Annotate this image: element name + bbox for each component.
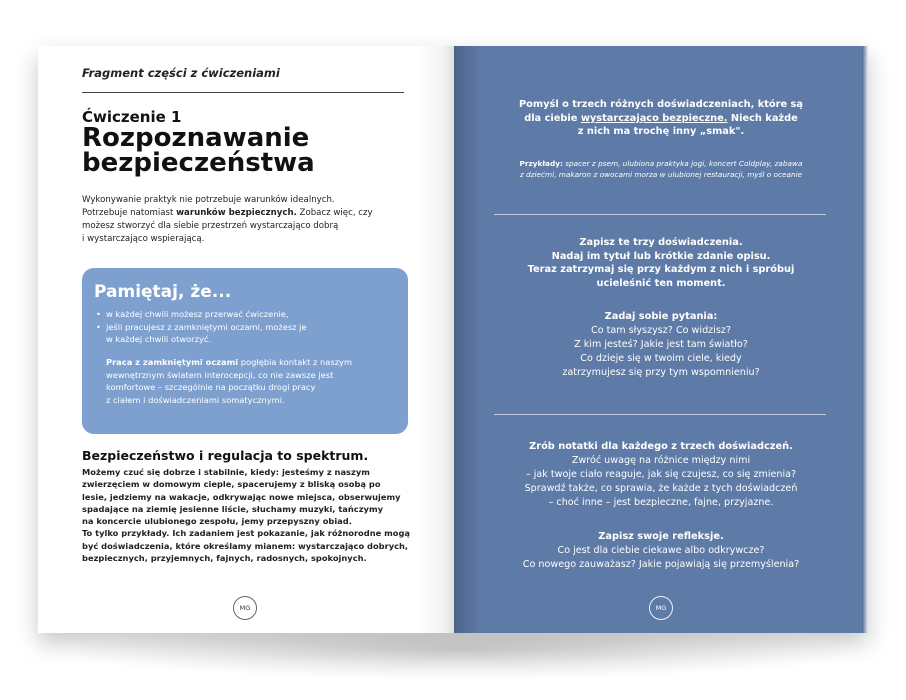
- reflect-title: Zapisz swoje refleksje.: [598, 531, 724, 542]
- intro-paragraph: [82, 194, 412, 246]
- spectrum-line: spadające na ziemię jesienne liście, słuchamy muzyki, tańczymy: [82, 503, 384, 514]
- reminder-list: [96, 308, 396, 346]
- reminder-text: komfortowe – szczególnie na początku drogi pracy: [106, 382, 316, 392]
- intro-line: [82, 207, 412, 220]
- spectrum-line: lesie, jedziemy na wakacje, odkrywając nowe miejsca, obserwujemy: [82, 491, 401, 502]
- notes-list: [476, 454, 846, 510]
- reminder-item: • w każdej chwili możesz przerwać ćwiczenie,: [96, 308, 396, 321]
- spectrum-line: Możemy czuć się dobrze i stabilnie, kiedy: jesteśmy z naszym: [82, 467, 370, 477]
- spectrum-line: na koncercie ulubionego zespołu, jemy przepyszny obiad.: [82, 516, 352, 527]
- section-header: Fragment części z ćwiczeniami: [82, 66, 280, 80]
- reflect-line: Co nowego zauważasz? Jakie pojawiają się przemyślenia?: [522, 559, 800, 570]
- reminder-text: z ciałem i doświadczeniami somatycznymi.: [106, 394, 285, 405]
- spectrum-body: [82, 466, 422, 564]
- spectrum-line: być doświadczenia, które określamy mianem: wystarczająco dobrych,: [82, 540, 409, 551]
- prompt-text: Niech każde: [727, 112, 798, 124]
- gutter-shadow-left: [418, 46, 454, 633]
- right-page: [454, 46, 868, 633]
- examples-block: [468, 158, 854, 180]
- spectrum-line: To tylko przykłady. Ich zadaniem jest pokazanie, jak różnorodne mogą: [82, 528, 410, 539]
- prompt-line: [476, 112, 846, 126]
- reflect-list: [476, 544, 846, 572]
- prompt-line: Nadaj im tytuł lub krótkie zdanie opisu.: [551, 250, 771, 262]
- prompt-underlined: wystarczająco bezpieczne.: [580, 112, 728, 124]
- exercise-number: Ćwiczenie 1: [82, 108, 182, 126]
- divider: [494, 414, 826, 415]
- questions-list: [476, 324, 846, 380]
- reminder-text: pogłębia kontakt z naszym: [238, 357, 353, 367]
- notes-line: Zwróć uwagę na różnice między nimi: [571, 455, 751, 466]
- intro-line: Wykonywanie praktyk nie potrzebuje warunków idealnych.: [82, 195, 335, 205]
- exercise-title: [82, 123, 412, 178]
- prompt-block-1: [476, 98, 846, 139]
- notes-title: Zrób notatki dla każdego z trzech doświadczeń.: [529, 441, 793, 452]
- spectrum-line: zwierzęciem w domowym cieple, spacerujemy z bliską osobą po: [82, 479, 381, 490]
- prompt-line: ucieleśnić ten moment.: [596, 277, 726, 289]
- page-logo-mark: MG: [649, 596, 673, 620]
- question-line: Co dzieje się w twoim ciele, kiedy: [580, 353, 742, 364]
- intro-emphasis: warunków bezpiecznych.: [176, 208, 297, 218]
- page-edge: [862, 46, 868, 633]
- prompt-block-2: [476, 236, 846, 290]
- intro-line: możesz stworzyć dla siebie przestrzeń wystarczająco dobrą: [82, 221, 339, 231]
- reminder-title: Pamiętaj, że...: [94, 282, 232, 302]
- divider: [494, 214, 826, 215]
- examples-text: spacer z psem, ulubiona praktyka jogi, koncert Coldplay, zabawa: [562, 159, 803, 168]
- intro-text: Potrzebuje natomiast: [82, 208, 177, 218]
- examples-line: [468, 158, 854, 169]
- reminder-item-text: w każdej chwili otworzyć.: [106, 334, 212, 344]
- exercise-title-line: Rozpoznawanie: [82, 123, 310, 153]
- prompt-text: dla ciebie: [524, 112, 581, 124]
- gutter-shadow-right: [454, 46, 480, 633]
- intro-text: Zobacz więc, czy: [296, 208, 373, 218]
- question-line: zatrzymujesz się przy tym wspomnieniu?: [562, 367, 760, 378]
- prompt-line: Pomyśl o trzech różnych doświadczeniach, które są: [519, 99, 803, 110]
- examples-line: z dziećmi, makaron z owocami morza w ulubionej restauracji, myśl o oceanie: [519, 170, 803, 179]
- spectrum-line: bezpiecznych, przyjemnych, fajnych, radosnych, spokojnych.: [82, 553, 367, 564]
- header-rule: [82, 92, 404, 93]
- prompt-line: Teraz zatrzymaj się przy każdym z nich i spróbuj: [527, 264, 795, 275]
- notes-line: – jak twoje ciało reaguje, jak się czujesz, co się zmienia?: [525, 469, 797, 480]
- notes-line: Sprawdź także, co sprawia, że każde z tych doświadczeń: [524, 483, 798, 494]
- intro-line: i wystarczająco wspierającą.: [82, 234, 205, 244]
- question-line: Z kim jesteś? Jakie jest tam światło?: [574, 339, 748, 350]
- questions-title: Zadaj sobie pytania:: [604, 311, 718, 322]
- reminder-paragraph: [96, 356, 406, 406]
- spectrum-title: Bezpieczeństwo i regulacja to spektrum.: [82, 448, 369, 463]
- prompt-line: z nich ma trochę inny „smak".: [577, 126, 745, 137]
- reminder-item: [96, 321, 396, 346]
- reminder-box: [82, 268, 408, 434]
- page-logo-mark: MG: [233, 596, 257, 620]
- reminder-item-text: jeśli pracujesz z zamkniętymi oczami, możesz je: [106, 321, 307, 332]
- left-page: [38, 46, 454, 633]
- reminder-emphasis: Praca z zamkniętymi oczami: [106, 357, 239, 367]
- notes-line: – choć inne – jest bezpieczne, fajne, przyjazne.: [548, 497, 774, 508]
- reflect-line: Co jest dla ciebie ciekawe albo odkrywcze?: [557, 545, 765, 556]
- prompt-line: Zapisz te trzy doświadczenia.: [579, 237, 743, 248]
- reminder-text: wewnętrznym światem interocepcji, co nie zawsze jest: [106, 369, 334, 380]
- examples-label: Przykłady:: [519, 159, 563, 168]
- exercise-title-line: bezpieczeństwa: [82, 148, 315, 178]
- open-book: [38, 46, 868, 633]
- question-line: Co tam słyszysz? Co widzisz?: [591, 325, 731, 336]
